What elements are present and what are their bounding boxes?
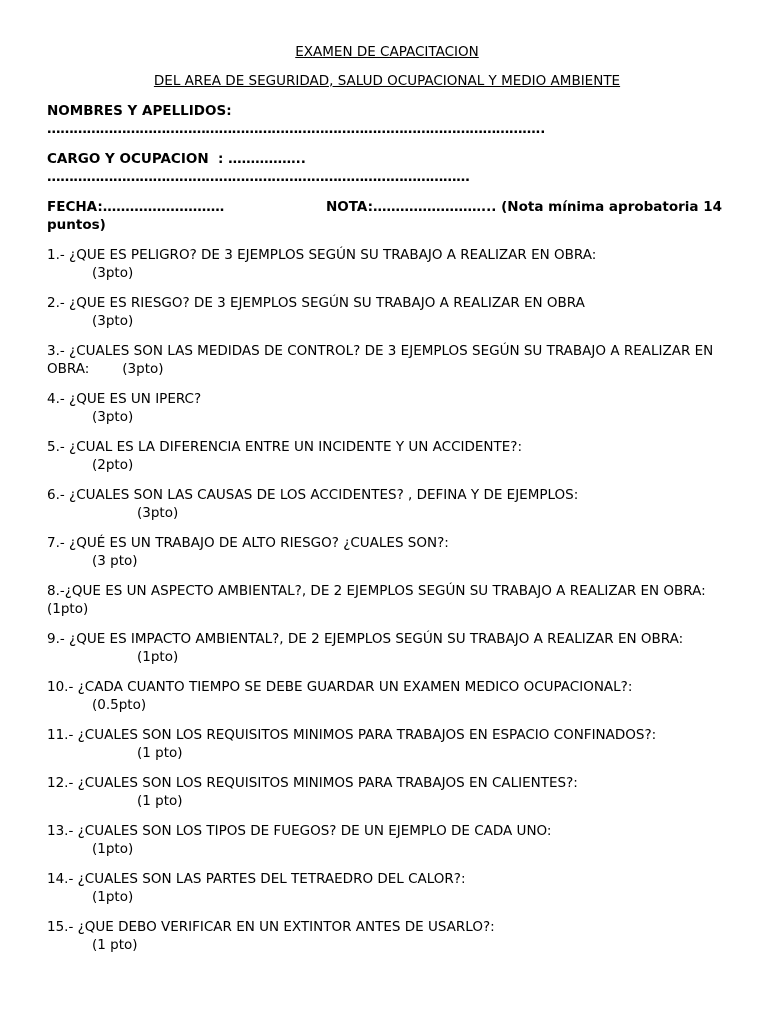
question-text: 2.- ¿QUE ES RIESGO? DE 3 EJEMPLOS SEGÚN SU TRABAJO A REALIZAR EN OBRA	[47, 295, 585, 311]
question-points: (1pto)	[137, 649, 179, 665]
position-label: CARGO Y OCUPACION : ……………..	[47, 151, 306, 167]
question-text: 4.- ¿QUE ES UN IPERC?	[47, 391, 202, 407]
question-points: (2pto)	[92, 457, 134, 473]
question-item	[47, 294, 727, 330]
date-grade-row	[47, 198, 727, 234]
question-item	[47, 630, 727, 666]
position-blank: ……………………………………………………………………………………	[47, 169, 470, 185]
exam-title: EXAMEN DE CAPACITACION	[295, 44, 479, 60]
question-points: (3pto)	[92, 265, 134, 281]
exam-page	[47, 43, 727, 966]
question-text: 10.- ¿CADA CUANTO TIEMPO SE DEBE GUARDAR UN EXAMEN MEDICO OCUPACIONAL?:	[47, 679, 633, 695]
grade-field: NOTA:……………………... (Nota mínima aprobatoria 14 puntos)	[47, 199, 723, 233]
question-item	[47, 822, 727, 858]
question-item	[47, 486, 727, 522]
question-text: 8.-¿QUE ES UN ASPECTO AMBIENTAL?, DE 2 EJEMPLOS SEGÚN SU TRABAJO A REALIZAR EN OBRA:	[47, 583, 706, 599]
question-text: 5.- ¿CUAL ES LA DIFERENCIA ENTRE UN INCIDENTE Y UN ACCIDENTE?:	[47, 439, 523, 455]
question-points: (3pto)	[92, 409, 134, 425]
question-points: (3 pto)	[92, 553, 138, 569]
question-text: 3.- ¿CUALES SON LAS MEDIDAS DE CONTROL? DE 3 EJEMPLOS SEGÚN SU TRABAJO A REALIZAR EN OBRA:	[47, 343, 714, 377]
questions-list	[47, 246, 727, 954]
question-item	[47, 726, 727, 762]
question-text: 1.- ¿QUE ES PELIGRO? DE 3 EJEMPLOS SEGÚN SU TRABAJO A REALIZAR EN OBRA:	[47, 247, 597, 263]
question-text: 14.- ¿CUALES SON LAS PARTES DEL TETRAEDRO DEL CALOR?:	[47, 871, 466, 887]
question-points: (1pto)	[92, 889, 134, 905]
question-text: 7.- ¿QUÉ ES UN TRABAJO DE ALTO RIESGO? ¿CUALES SON?:	[47, 535, 449, 551]
names-field	[47, 102, 727, 138]
question-points: (1 pto)	[137, 745, 183, 761]
question-item	[47, 246, 727, 282]
question-item	[47, 774, 727, 810]
question-text: 11.- ¿CUALES SON LOS REQUISITOS MINIMOS PARA TRABAJOS EN ESPACIO CONFINADOS?:	[47, 727, 657, 743]
question-text: 6.- ¿CUALES SON LAS CAUSAS DE LOS ACCIDENTES? , DEFINA Y DE EJEMPLOS:	[47, 487, 579, 503]
question-item	[47, 438, 727, 474]
question-item	[47, 870, 727, 906]
question-points: (1 pto)	[137, 793, 183, 809]
question-points: (1 pto)	[92, 937, 138, 953]
question-points: (3pto)	[122, 361, 164, 377]
question-text: 9.- ¿QUE ES IMPACTO AMBIENTAL?, DE 2 EJEMPLOS SEGÚN SU TRABAJO A REALIZAR EN OBRA:	[47, 631, 684, 647]
question-points: (3pto)	[137, 505, 179, 521]
exam-subtitle: DEL AREA DE SEGURIDAD, SALUD OCUPACIONAL Y MEDIO AMBIENTE	[153, 73, 621, 89]
question-points: (0.5pto)	[92, 697, 147, 713]
position-field	[47, 150, 727, 186]
question-item	[47, 582, 727, 618]
question-points: (1pto)	[92, 841, 134, 857]
question-item	[47, 678, 727, 714]
question-item	[47, 534, 727, 570]
question-points: (1pto)	[47, 601, 89, 617]
question-text: 12.- ¿CUALES SON LOS REQUISITOS MINIMOS PARA TRABAJOS EN CALIENTES?:	[47, 775, 578, 791]
question-text: 15.- ¿QUE DEBO VERIFICAR EN UN EXTINTOR ANTES DE USARLO?:	[47, 919, 495, 935]
date-field: FECHA:………………………	[47, 199, 225, 215]
question-points: (3pto)	[92, 313, 134, 329]
names-label: NOMBRES Y APELLIDOS:	[47, 103, 232, 119]
question-item	[47, 342, 727, 378]
names-blank: …………………………………………………………………………………………………..	[47, 121, 546, 137]
question-item	[47, 390, 727, 426]
question-text: 13.- ¿CUALES SON LOS TIPOS DE FUEGOS? DE UN EJEMPLO DE CADA UNO:	[47, 823, 552, 839]
question-item	[47, 918, 727, 954]
